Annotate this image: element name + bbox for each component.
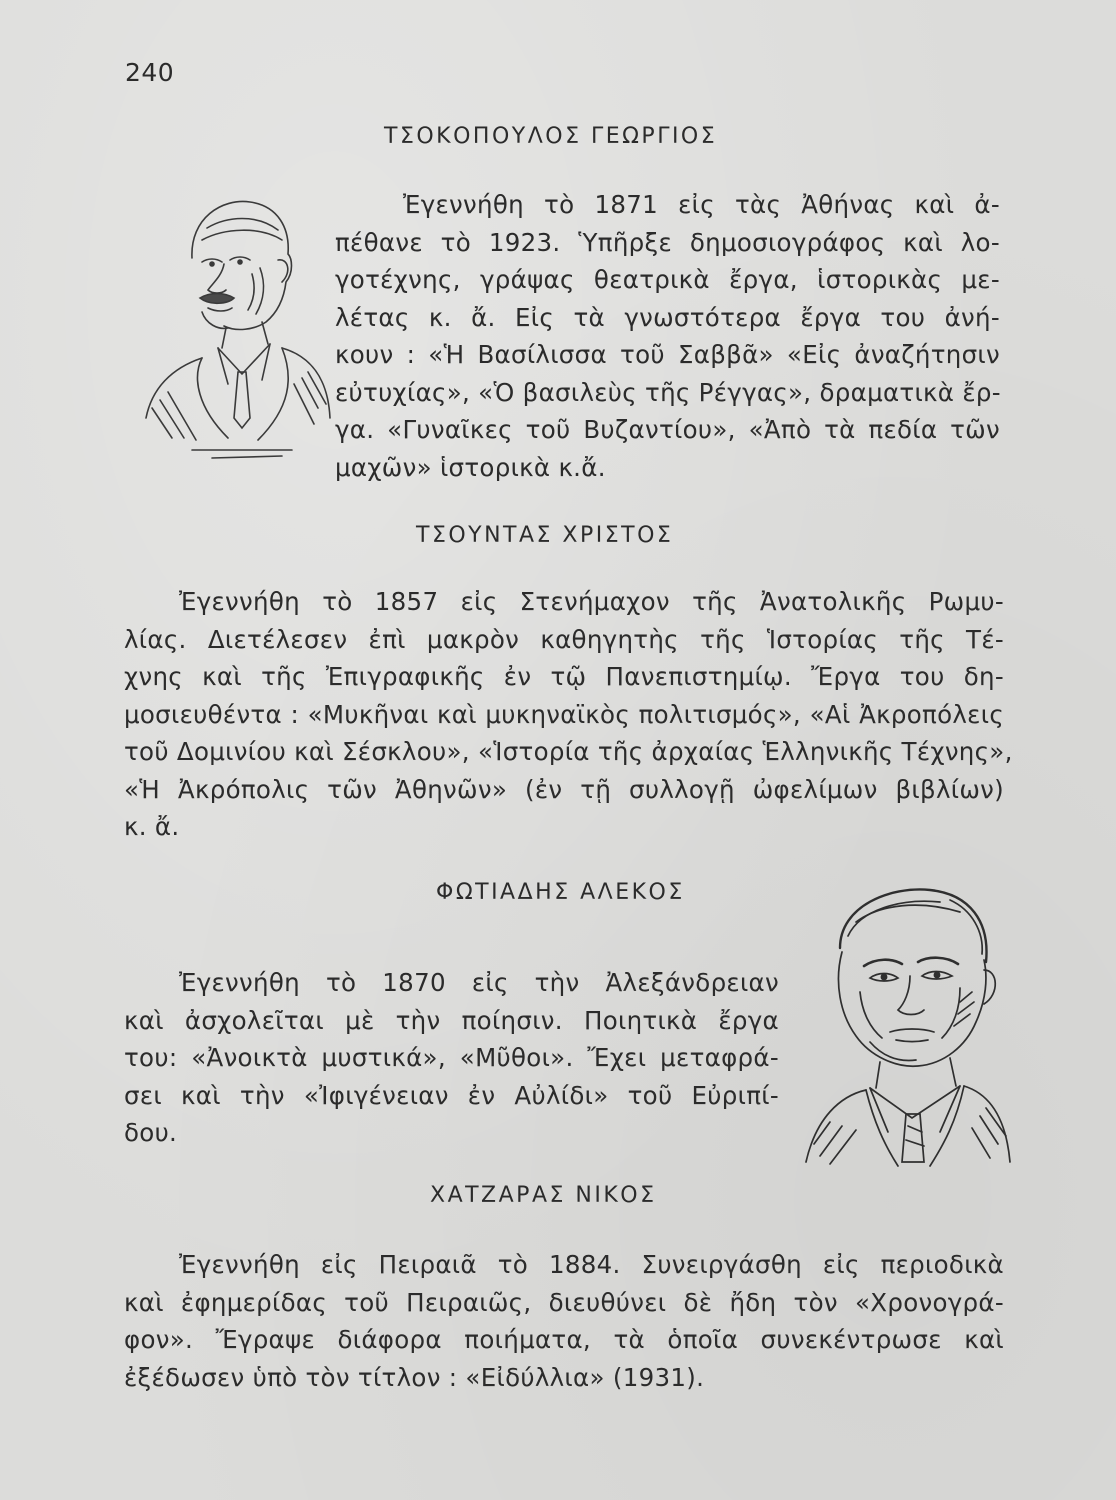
entry-line: Ἐγεννήθη τὸ 1871 εἰς τὰς Ἀθήνας καὶ ἀ- (403, 190, 1000, 219)
entry-line: τοῦ Δομινίου καὶ Σέσκλου», «Ἱστορία τῆς ἀρχαίας Ἑλληνικῆς Τέχνης», (124, 737, 1013, 766)
entry-line: Ἐγεννήθη τὸ 1870 εἰς τὴν Ἀλεξάνδρειαν (179, 968, 779, 997)
entry-line: καὶ ἐφημερίδας τοῦ Πειραιῶς, διευθύνει δὲ ἤδη τὸν «Χρονογρά- (124, 1287, 1004, 1317)
portrait-sketch-fotiadis (800, 882, 1012, 1170)
entry-heading-chatzaras: ΧΑΤΖΑΡΑΣ ΝΙΚΟΣ (430, 1183, 657, 1208)
entry-line: Ἐγεννήθη εἰς Πειραιᾶ τὸ 1884. Συνειργάσθη εἰς περιοδικὰ (179, 1250, 1004, 1279)
entry-heading-tsokopoulos: ΤΣΟΚΟΠΟΥΛΟΣ ΓΕΩΡΓΙΟΣ (384, 124, 718, 149)
entry-line: δου. (124, 1118, 178, 1147)
entry-line: γοτέχνης, γράψας θεατρικὰ ἔργα, ἱστορικὰς με- (335, 265, 1000, 294)
page-number: 240 (125, 58, 175, 87)
entry-line: κ. ἄ. (124, 812, 180, 841)
entry-line: «Ἡ Ἀκρόπολις τῶν Ἀθηνῶν» (ἐν τῇ συλλογῇ ὠφελίμων βιβλίων) (124, 774, 1004, 804)
entry-heading-tsountas: ΤΣΟΥΝΤΑΣ ΧΡΙΣΤΟΣ (416, 523, 674, 548)
entry-line: λίας. Διετέλεσεν ἐπὶ μακρὸν καθηγητὴς τῆς Ἱστορίας τῆς Τέ- (124, 624, 1004, 654)
entry-text-chatzaras (124, 1246, 1004, 1396)
portrait-sketch-tsokopoulos (132, 188, 332, 468)
entry-line: Ἐγεννήθη τὸ 1857 εἰς Στενήμαχον τῆς Ἀνατολικῆς Ρωμυ- (179, 587, 1004, 616)
portrait-tsokopoulos (132, 188, 332, 468)
entry-line: λέτας κ. ἄ. Εἰς τὰ γνωστότερα ἔργα του ἀνή- (335, 302, 1000, 332)
entry-line: γα. «Γυναῖκες τοῦ Βυζαντίου», «Ἀπὸ τὰ πεδία τῶν (335, 415, 1000, 444)
entry-heading-fotiadis: ΦΩΤΙΑΔΗΣ ΑΛΕΚΟΣ (436, 880, 685, 905)
entry-line: καὶ ἀσχολεῖται μὲ τὴν ποίησιν. Ποιητικὰ ἔργα (124, 1005, 779, 1035)
entry-line: μοσιευθέντα : «Μυκῆναι καὶ μυκηναϊκὸς πολιτισμός», «Αἱ Ἀκροπόλεις (124, 699, 1004, 729)
entry-line: ἐξέδωσεν ὑπὸ τὸν τίτλον : «Εἰδύλλια» (1931). (124, 1362, 705, 1392)
entry-text-tsokopoulos (335, 186, 1000, 486)
entry-line: του: «Ἀνοικτὰ μυστικά», «Μῦθοι». Ἔχει μεταφρά- (124, 1043, 779, 1072)
entry-line: σει καὶ τὴν «Ἰφιγένειαν ἐν Αὐλίδι» τοῦ Εὐριπί- (124, 1080, 779, 1110)
entry-line: μαχῶν» ἱστορικὰ κ.ἄ. (335, 452, 606, 482)
entry-line: πέθανε τὸ 1923. Ὑπῆρξε δημοσιογράφος καὶ λο- (335, 227, 1000, 257)
entry-line: χνης καὶ τῆς Ἐπιγραφικῆς ἐν τῷ Πανεπιστημίῳ. Ἔργα του δη- (124, 662, 1004, 691)
entry-text-tsountas (124, 583, 1013, 846)
entry-text-fotiadis (124, 964, 779, 1152)
entry-line: κουν : «Ἡ Βασίλισσα τοῦ Σαββᾶ» «Εἰς ἀναζήτησιν (335, 340, 1000, 369)
entry-line: φον». Ἔγραψε διάφορα ποιήματα, τὰ ὁποῖα συνεκέντρωσε καὶ (124, 1325, 1004, 1354)
entry-line: εὐτυχίας», «Ὁ βασιλεὺς τῆς Ρέγγας», δραματικὰ ἔρ- (335, 377, 1001, 407)
portrait-fotiadis (800, 882, 1012, 1170)
